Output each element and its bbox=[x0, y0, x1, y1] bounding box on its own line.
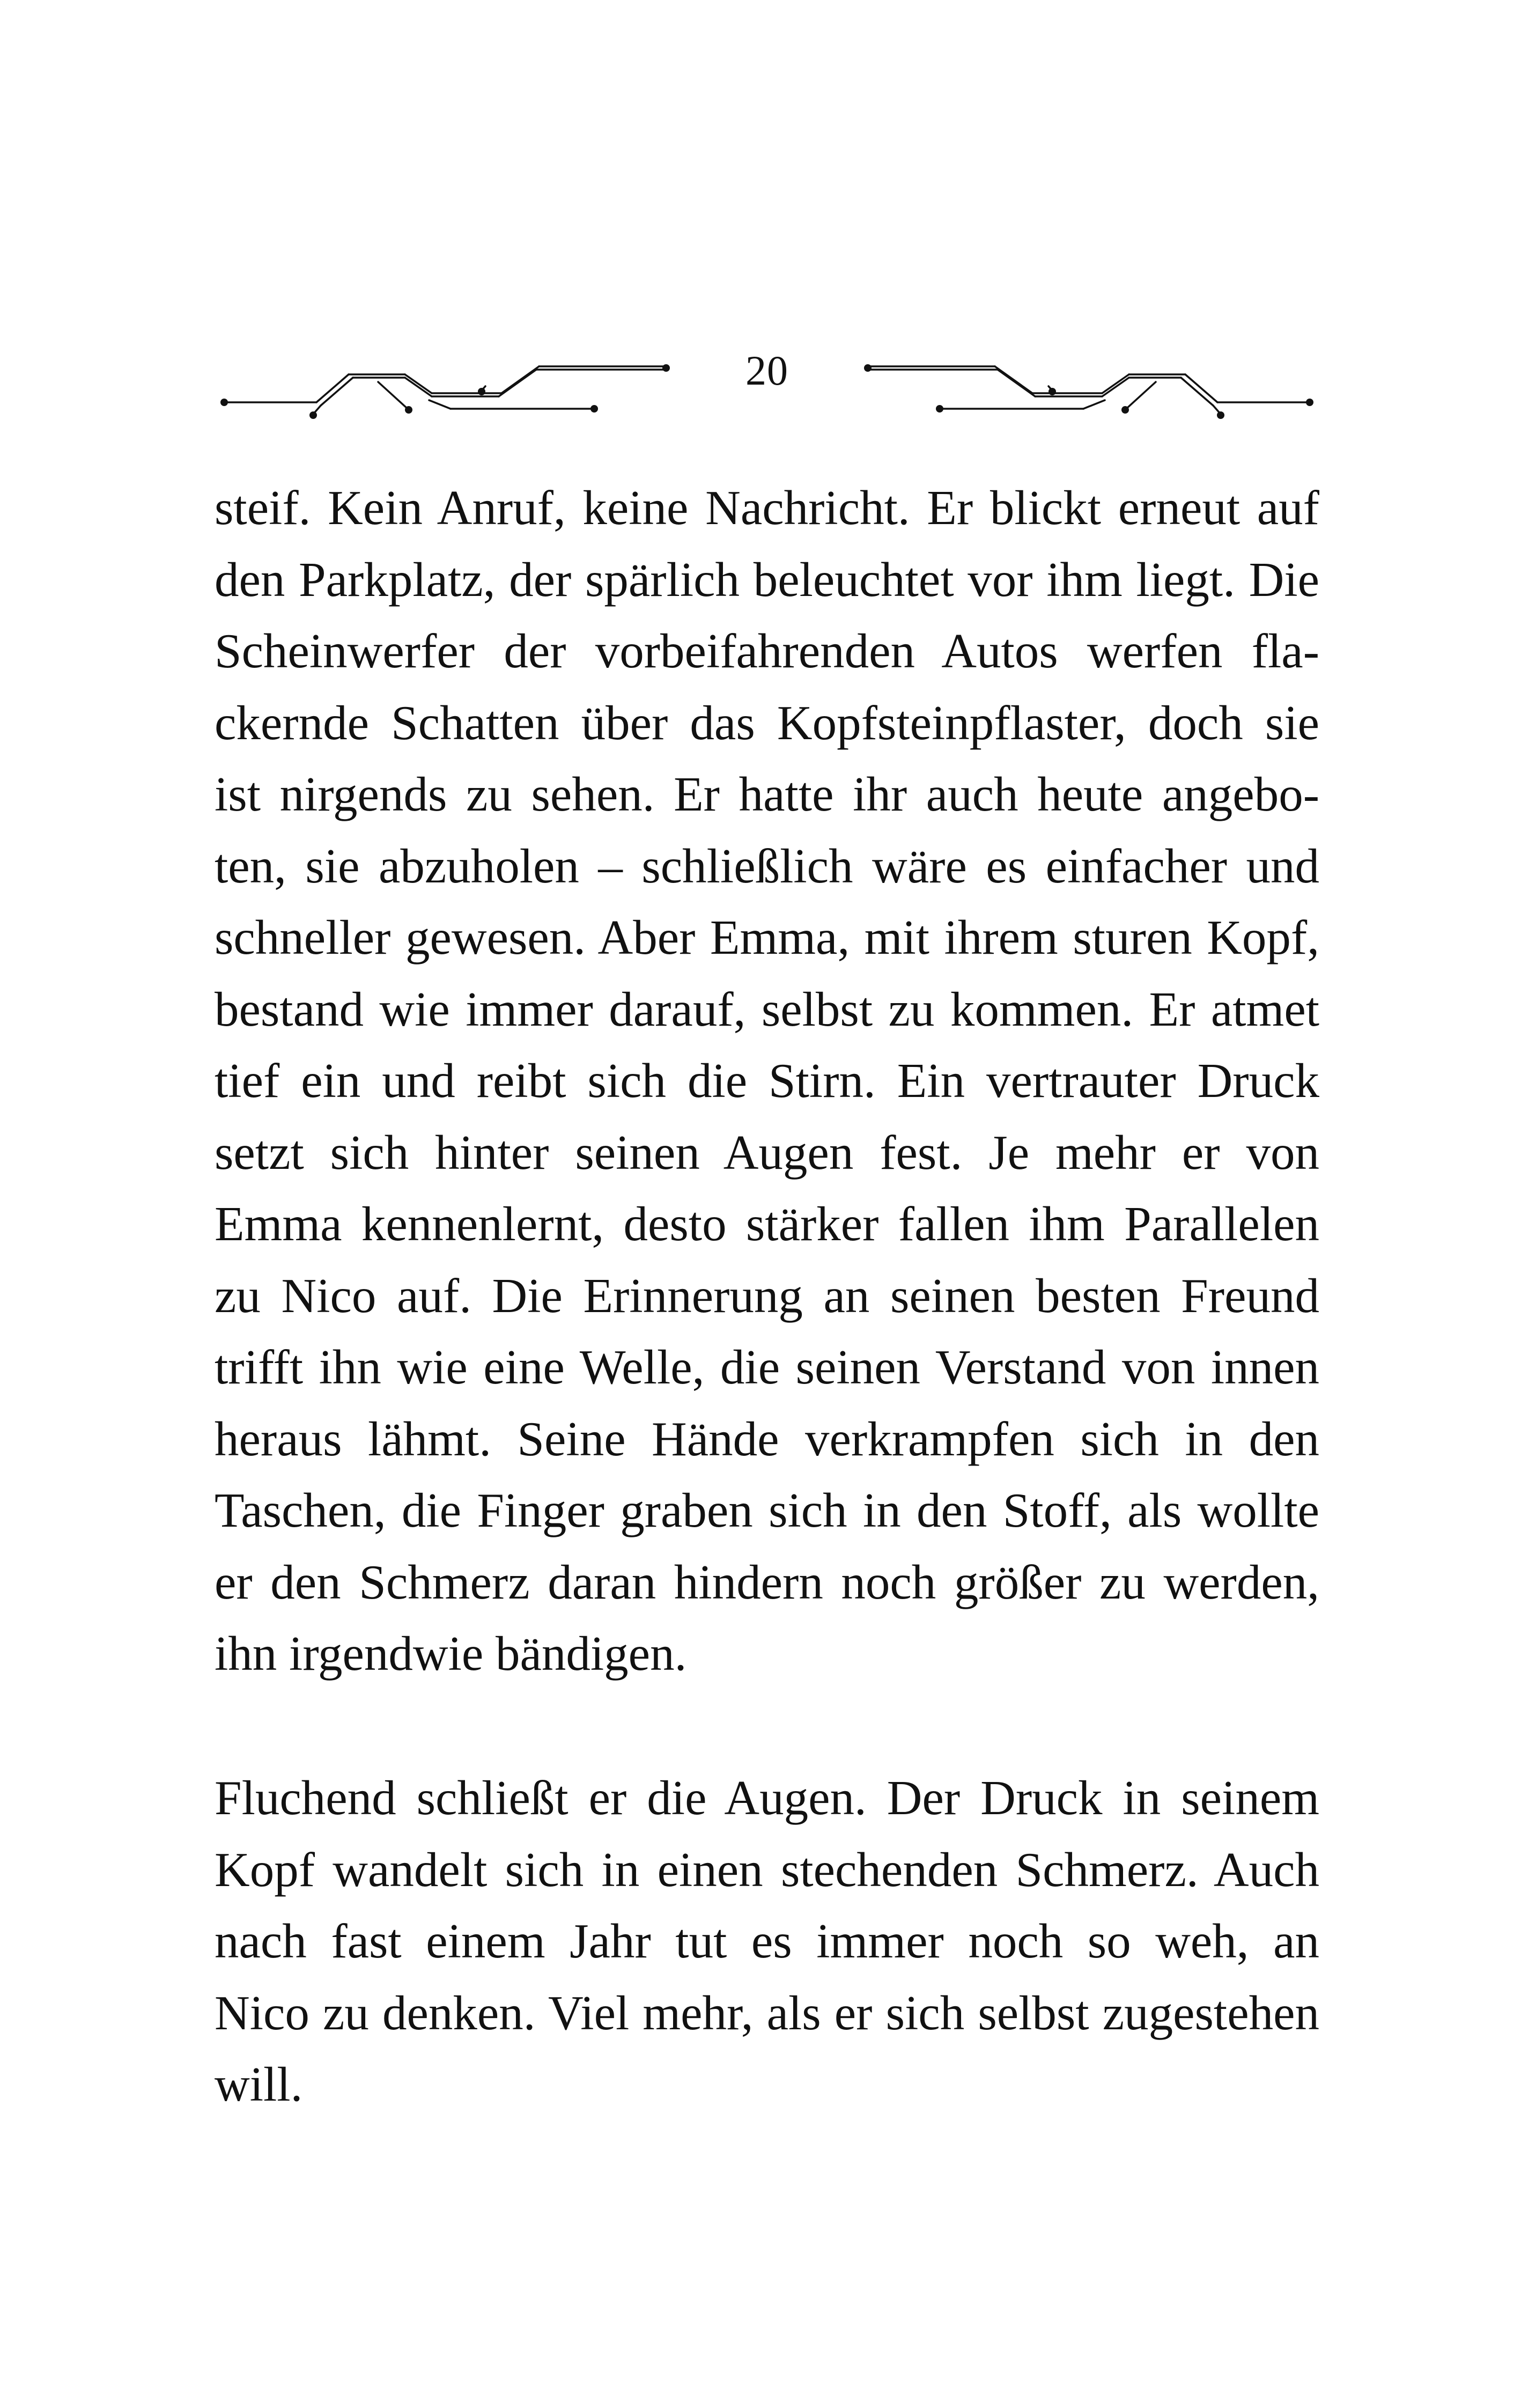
text-line: setzt sich hinter seinen Augen fest. Je mehr er von bbox=[215, 1125, 1319, 1180]
text-line: ihn irgendwie bändigen. bbox=[215, 1626, 687, 1681]
text-line: Taschen, die Finger graben sich in den Stoff, als wollte bbox=[215, 1483, 1319, 1537]
text-line: zu Nico auf. Die Erinnerung an seinen besten Freund bbox=[215, 1268, 1319, 1323]
body-paragraph bbox=[215, 1762, 1319, 2120]
text-line: Scheinwerfer der vorbeifahrenden Autos werfen fla- bbox=[215, 624, 1319, 678]
text-line: tief ein und reibt sich die Stirn. Ein vertrauter Druck bbox=[215, 1054, 1319, 1108]
text-line: er den Schmerz daran hindern noch größer zu werden, bbox=[215, 1555, 1319, 1609]
text-line: nach fast einem Jahr tut es immer noch so weh, an bbox=[215, 1914, 1319, 1968]
text-line: bestand wie immer darauf, selbst zu kommen. Er atmet bbox=[215, 982, 1319, 1036]
text-line: ckernde Schatten über das Kopfsteinpflaster, doch sie bbox=[215, 695, 1319, 750]
text-line: Kopf wandelt sich in einen stechenden Schmerz. Auch bbox=[215, 1842, 1319, 1897]
page-number: 20 bbox=[745, 347, 788, 394]
text-line: will. bbox=[215, 2057, 303, 2111]
text-line: ist nirgends zu sehen. Er hatte ihr auch heute angebo- bbox=[215, 767, 1319, 821]
page-header bbox=[215, 333, 1319, 424]
text-line: heraus lähmt. Seine Hände verkrampfen sich in den bbox=[215, 1411, 1319, 1466]
text-line: Fluchend schließt er die Augen. Der Druck in seinem bbox=[215, 1771, 1319, 1825]
text-line: trifft ihn wie eine Welle, die seinen Verstand von innen bbox=[215, 1340, 1319, 1394]
text-line: Nico zu denken. Viel mehr, als er sich selbst zugestehen bbox=[215, 1985, 1319, 2040]
text-line: den Parkplatz, der spärlich beleuchtet vor ihm liegt. Die bbox=[215, 552, 1319, 607]
text-line: Emma kennenlernt, desto stärker fallen ihm Parallelen bbox=[215, 1197, 1319, 1251]
text-line: steif. Kein Anruf, keine Nachricht. Er blickt erneut auf bbox=[215, 481, 1319, 535]
body-paragraph bbox=[215, 472, 1319, 1690]
text-line: schneller gewesen. Aber Emma, mit ihrem sturen Kopf, bbox=[215, 910, 1319, 964]
text-line: ten, sie abzuholen – schließlich wäre es einfacher und bbox=[215, 838, 1319, 893]
